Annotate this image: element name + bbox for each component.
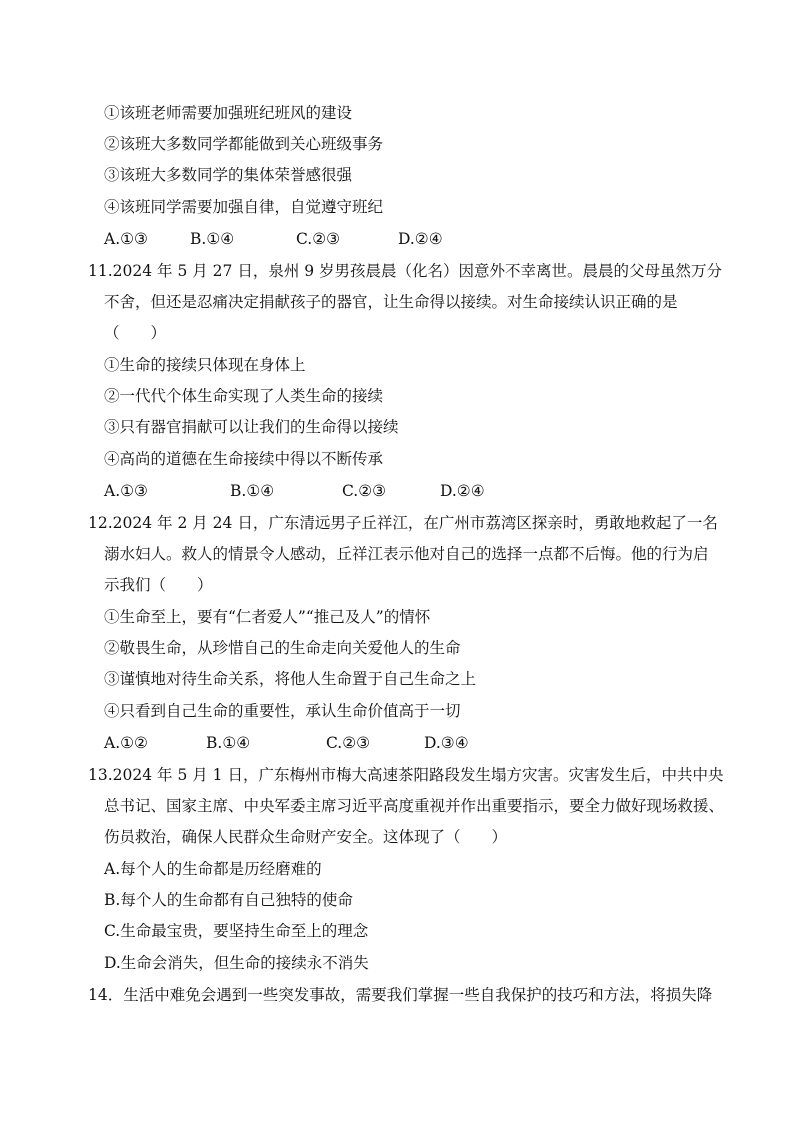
q10-option-b: B.①④ bbox=[190, 230, 235, 248]
q13-option-a: A.每个人的生命都是历经磨难的 bbox=[104, 860, 322, 878]
q11-item-1: ①生命的接续只体现在身体上 bbox=[104, 356, 306, 374]
q12-stem-line-3: 示我们（ ） bbox=[104, 576, 213, 594]
q10-item-1: ①该班老师需要加强班纪班风的建设 bbox=[104, 104, 353, 122]
q11-stem-line-1: 11.2024 年 5 月 27 日，泉州 9 岁男孩晨晨（化名）因意外不幸离世。晨晨的父母虽然万分 bbox=[88, 262, 723, 280]
q10-option-a: A.①③ bbox=[104, 230, 148, 248]
q13-stem-line-3: 伤员救治，确保人民群众生命财产安全。这体现了（ ） bbox=[104, 828, 508, 846]
q12-stem-line-2: 溺水妇人。救人的情景令人感动，丘祥江表示他对自己的选择一点都不后悔。他的行为启 bbox=[104, 545, 709, 563]
q10-option-d: D.②④ bbox=[398, 230, 443, 248]
q13-stem-line-1: 13.2024 年 5 月 1 日，广东梅州市梅大高速茶阳路段发生塌方灾害。灾害发生后，中共中央 bbox=[88, 766, 724, 784]
q11-answer-blank: （ ） bbox=[104, 324, 167, 342]
q10-item-2: ②该班大多数同学都能做到关心班级事务 bbox=[104, 135, 384, 153]
q12-item-1: ①生命至上，要有“仁者爱人”“推己及人”的情怀 bbox=[104, 608, 431, 626]
q11-option-c: C.②③ bbox=[342, 482, 387, 500]
q13-option-c: C.生命最宝贵，要坚持生命至上的理念 bbox=[104, 922, 369, 940]
q11-option-d: D.②④ bbox=[440, 482, 485, 500]
q11-stem-line-2: 不舍，但还是忍痛决定捐献孩子的器官，让生命得以接续。对生命接续认识正确的是 bbox=[104, 293, 678, 311]
q12-option-a: A.①② bbox=[104, 734, 148, 752]
q12-item-3: ③谨慎地对待生命关系，将他人生命置于自己生命之上 bbox=[104, 670, 477, 688]
q10-option-c: C.②③ bbox=[296, 230, 341, 248]
q12-item-4: ④只看到自己生命的重要性，承认生命价值高于一切 bbox=[104, 702, 461, 720]
q13-stem-line-2: 总书记、国家主席、中央军委主席习近平高度重视并作出重要指示，要全力做好现场救援、 bbox=[104, 797, 725, 815]
q12-option-b: B.①④ bbox=[206, 734, 251, 752]
q11-option-b: B.①④ bbox=[230, 482, 275, 500]
q12-stem-line-1: 12.2024 年 2 月 24 日，广东清远男子丘祥江，在广州市荔湾区探亲时，勇敢地救起了一名 bbox=[88, 514, 718, 532]
q10-item-3: ③该班大多数同学的集体荣誉感很强 bbox=[104, 166, 353, 184]
q12-item-2: ②敬畏生命，从珍惜自己的生命走向关爱他人的生命 bbox=[104, 639, 461, 657]
q10-item-4: ④该班同学需要加强自律，自觉遵守班纪 bbox=[104, 198, 384, 216]
q12-option-d: D.③④ bbox=[424, 734, 469, 752]
q11-item-4: ④高尚的道德在生命接续中得以不断传承 bbox=[104, 450, 384, 468]
q14-stem-line-1: 14．生活中难免会遇到一些突发事故，需要我们掌握一些自我保护的技巧和方法，将损失降 bbox=[88, 986, 713, 1004]
q11-option-a: A.①③ bbox=[104, 482, 148, 500]
q12-option-c: C.②③ bbox=[326, 734, 371, 752]
q13-option-b: B.每个人的生命都有自己独特的使命 bbox=[104, 891, 353, 909]
q13-option-d: D.生命会消失，但生命的接续永不消失 bbox=[104, 954, 369, 972]
q11-item-2: ②一代代个体生命实现了人类生命的接续 bbox=[104, 387, 384, 405]
q11-item-3: ③只有器官捐献可以让我们的生命得以接续 bbox=[104, 418, 399, 436]
